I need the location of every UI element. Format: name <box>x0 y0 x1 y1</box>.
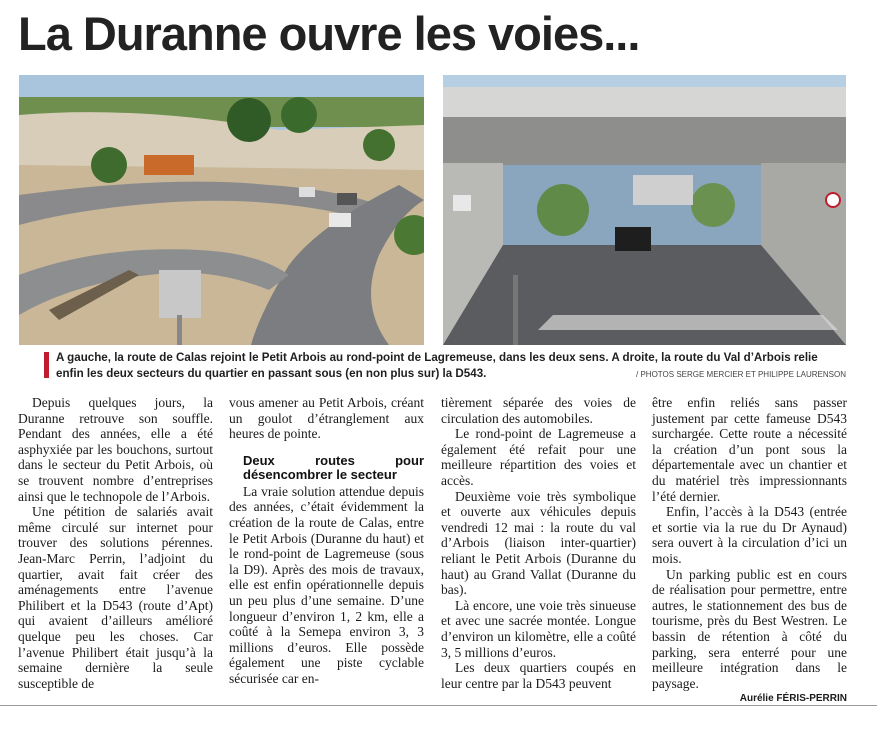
paragraph: Les deux quartiers coupés en leur centre par la D543 peuvent <box>441 660 636 691</box>
paragraph: être enfin reliés sans passer justement par cette fameuse D543 surchargée. Cette route a nécessité la création d’un pont sous la départementale avec un chantier et du matériel très impressionnants l’été dernier. <box>652 395 847 504</box>
column-3 <box>441 395 636 691</box>
paragraph: Le rond-point de Lagremeuse a également été refait pour une meilleure répartition des voies et accès. <box>441 426 636 488</box>
paragraph: Depuis quelques jours, la Duranne retrouve son souffle. Pendant des années, elle a été asphyxiée par les bouchons, surtout dans le secteur du Petit Arbois, où se trouvent nombre d’entreprises ainsi que le technopole de l’Arbois. <box>18 395 213 504</box>
paragraph: tièrement séparée des voies de circulation des automobiles. <box>441 395 636 426</box>
paragraph: Là encore, une voie très sinueuse et avec une sacrée montée. Longue d’environ un kilomètre, elle a coûté 3, 5 millions d’euros. <box>441 597 636 660</box>
paragraph: Un parking public est en cours de réalisation pour permettre, entre autres, le stationnement des bus de tourisme, près du Best Westren. Le bassin de rétention à côté du parking, sera enterré pour une meilleure intégration dans le paysage. <box>652 566 847 691</box>
paragraph: Une pétition de salariés avait même circulé sur internet pour trouver des solutions pérennes. Jean-Marc Perrin, l’adjoint du quartier, avait fait créer des aménagements entre l’avenue Philibert et la D543 (route d’Apt) qui avaient d’ailleurs amélioré quelque peu les choses. Car l’avenue Philibert était jusqu’à la semaine dernière la seule susceptible de <box>18 504 213 691</box>
column-2 <box>229 395 424 687</box>
column-1 <box>18 395 213 691</box>
photo-caption: A gauche, la route de Calas rejoint le Petit Arbois au rond-point de Lagremeuse, dans les deux sens. A droite, la route du Val d’Arbois relie enfin les deux secteurs du quartier en passant sous (en non plus sur) la D543. <box>56 351 818 380</box>
photo-credit: / PHOTOS SERGE MERCIER ET PHILIPPE LAURENSON <box>636 370 846 379</box>
section-subheading: Deux routes pour désencombrer le secteur <box>243 452 424 482</box>
paragraph: vous amener au Petit Arbois, créant un goulot d’étranglement aux heures de pointe. <box>229 395 424 442</box>
photo-underpass <box>443 75 846 345</box>
caption-marker <box>44 352 49 378</box>
page-divider <box>0 705 877 706</box>
paragraph: La vraie solution attendue depuis des années, c’était évidemment la création de la route de Calas, entre le Petit Arbois (Duranne du haut) et le rond-point de Lagremeuse (sous la D9). Après des mois de travaux, elle est enfin opérationnelle depuis un peu plus d’une semaine. D’une longueur d’environ 1, 2 km, elle a coûté à la Semepa environ 3, 3 millions d’euros. Elle possède également une piste cyclable sécurisée car en- <box>229 483 424 686</box>
paragraph: Deuxième voie très symbolique et ouverte aux véhicules depuis vendredi 12 mai : la route du val d’Arbois (liaison inter-quartier) reliant le Petit Arbois (Duranne du haut) au Grand Vallat (Duranne du bas). <box>441 488 636 598</box>
column-4 <box>652 395 847 706</box>
paragraph: Enfin, l’accès à la D543 (entrée et sortie via la rue du Dr Aynaud) sera ouvert à la circulation d’ici un mois. <box>652 504 847 566</box>
headline: La Duranne ouvre les voies... <box>18 7 640 60</box>
author-byline: Aurélie FÉRIS-PERRIN <box>739 693 847 705</box>
photo-roundabout <box>19 75 424 345</box>
